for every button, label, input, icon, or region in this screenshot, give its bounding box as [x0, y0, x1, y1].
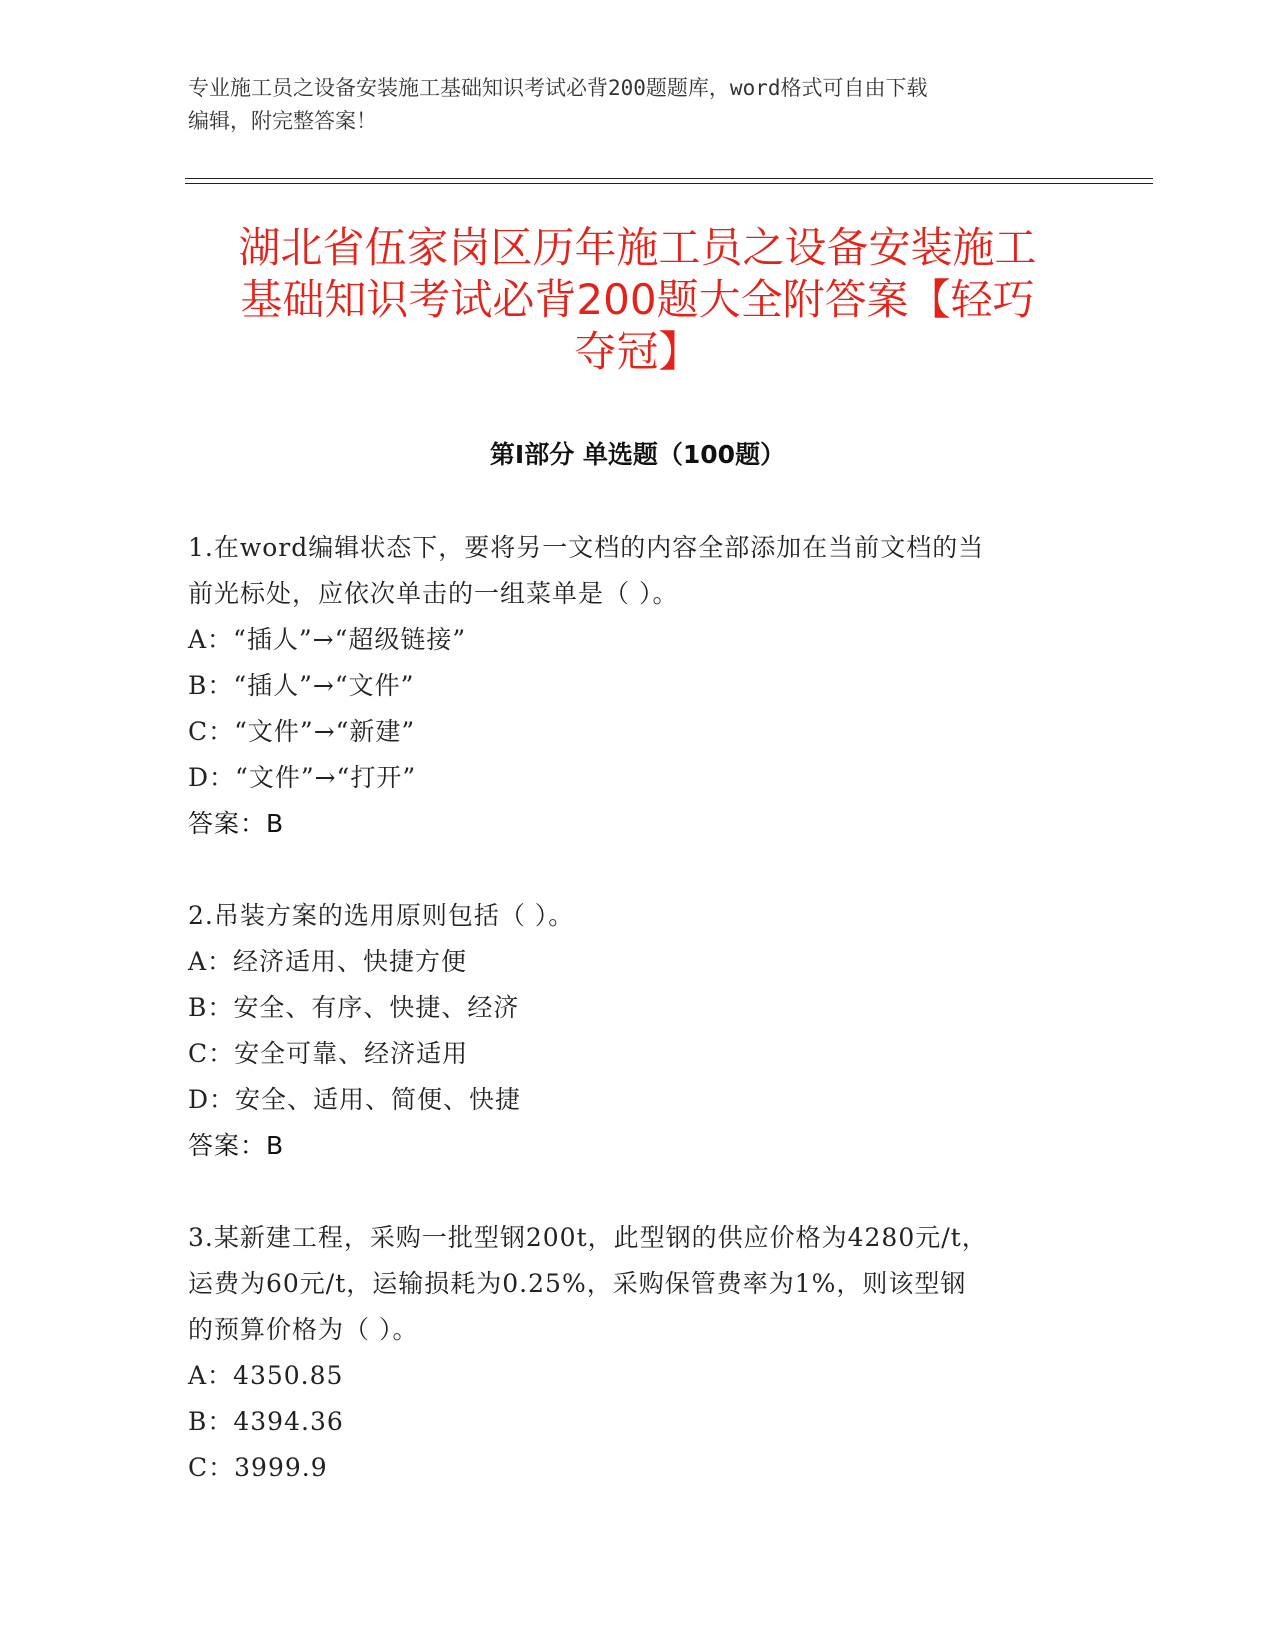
question-1: [188, 525, 1088, 847]
section-heading: 第Ⅰ部分 单选题（100题）: [489, 440, 786, 469]
question-stem-line: 前光标处，应依次单击的一组菜单是（ ）。: [188, 579, 679, 608]
header-divider-bottom: [185, 183, 1153, 184]
answer-label: 答案：B: [188, 809, 285, 838]
option-d: D：“文件”→“打开”: [188, 763, 417, 792]
answer-label: 答案：B: [188, 1131, 285, 1160]
option-d: D：安全、适用、简便、快捷: [188, 1085, 522, 1114]
header-divider-top: [185, 178, 1153, 179]
question-stem-line: 运费为60元/t，运输损耗为0.25%，采购保管费率为1%，则该型钢: [188, 1269, 967, 1298]
question-2: [188, 893, 1088, 1169]
question-3: [188, 1215, 1088, 1491]
document-title-line-1: 湖北省伍家岗区历年施工员之设备安装施工: [238, 223, 1037, 272]
document-title: [185, 222, 1090, 378]
header-note: [188, 72, 1088, 138]
option-c: C：“文件”→“新建”: [188, 717, 416, 746]
question-stem-line: 2.吊装方案的选用原则包括（ ）。: [188, 901, 575, 930]
question-stem-line: 3.某新建工程，采购一批型钢200t，此型钢的供应价格为4280元/t，: [188, 1223, 988, 1252]
option-a: A：4350.85: [188, 1361, 344, 1390]
question-stem-line: 1.在word编辑状态下，要将另一文档的内容全部添加在当前文档的当: [188, 533, 985, 562]
header-note-line-2: 编辑，附完整答案！: [188, 109, 377, 133]
option-b: B：4394.36: [188, 1407, 344, 1436]
question-list: [188, 525, 1088, 1491]
document-title-line-3: 夺冠】: [574, 327, 701, 376]
option-c: C：3999.9: [188, 1453, 328, 1482]
header-note-line-1: 专业施工员之设备安装施工基础知识考试必背200题题库，word格式可自由下载: [188, 76, 928, 100]
option-b: B：“插人”→“文件”: [188, 671, 415, 700]
document-title-line-2: 基础知识考试必背200题大全附答案【轻巧: [240, 275, 1035, 324]
option-b: B：安全、有序、快捷、经济: [188, 993, 520, 1022]
option-a: A：“插人”→“超级链接”: [188, 625, 467, 654]
question-stem-line: 的预算价格为（ ）。: [188, 1315, 419, 1344]
option-c: C：安全可靠、经济适用: [188, 1039, 469, 1068]
option-a: A：经济适用、快捷方便: [188, 947, 468, 976]
